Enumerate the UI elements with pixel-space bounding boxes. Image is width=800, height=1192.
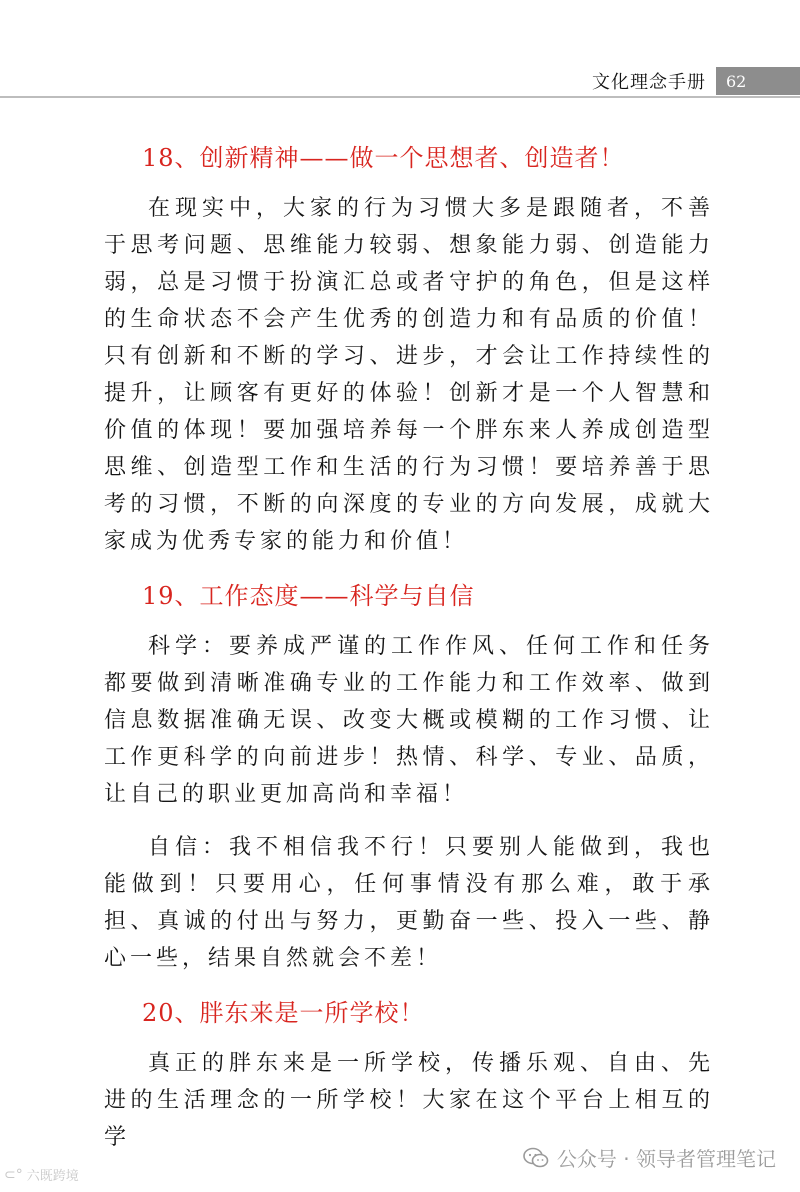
left-watermark-text: 六既跨境	[26, 1169, 79, 1184]
page-content	[104, 138, 714, 1156]
section-20-paragraph: 真正的胖东来是一所学校，传播乐观、自由、先进的生活理念的一所学校！大家在这个平台上相互的学	[104, 1051, 714, 1150]
section-18-paragraph: 在现实中，大家的行为习惯大多是跟随者，不善于思考问题、思维能力较弱、想象能力弱、创造能力弱，总是习惯于扮演汇总或者守护的角色，但是这样的生命状态不会产生优秀的创造力和有品质的价值！只有创新和不断的学习、进步，才会让工作持续性的提升，让顾客有更好的体验！创新才是一个人智慧和价值的体现！要加强培养每一个胖东来人养成创造型思维、创造型工作和生活的行为习惯！要培养善于思考的习惯，不断的向深度的专业的方向发展，成就大家成为优秀专家的能力和价值！	[104, 196, 714, 554]
page-header	[592, 66, 800, 96]
section-title-18: 18、创新精神——做一个思想者、创造者！	[142, 144, 625, 172]
page-number-badge: 62	[716, 67, 800, 95]
header-divider	[0, 96, 800, 98]
wechat-icon	[523, 1147, 549, 1169]
section-19-paragraph-science: 科学：要养成严谨的工作作风、任何工作和任务都要做到清晰准确专业的工作能力和工作效率、做到信息数据准确无误、改变大概或模糊的工作习惯、让工作更科学的向前进步！热情、科学、专业、品质，让自己的职业更加高尚和幸福！	[104, 634, 714, 807]
right-watermark	[523, 1143, 776, 1172]
left-watermark	[4, 1165, 79, 1184]
section-19-paragraph-confidence: 自信：我不相信我不行！只要别人能做到，我也能做到！只要用心，任何事情没有那么难，敢于承担、真诚的付出与努力，更勤奋一些、投入一些、静心一些，结果自然就会不差！	[104, 835, 714, 971]
right-watermark-text: 公众号 · 领导者管理笔记	[556, 1147, 776, 1171]
section-title-20: 20、胖东来是一所学校！	[142, 999, 425, 1027]
section-title-19: 19、工作态度——科学与自信	[142, 582, 475, 610]
watermark-logo-icon: ⊂°	[4, 1166, 23, 1183]
header-title: 文化理念手册	[592, 72, 706, 93]
